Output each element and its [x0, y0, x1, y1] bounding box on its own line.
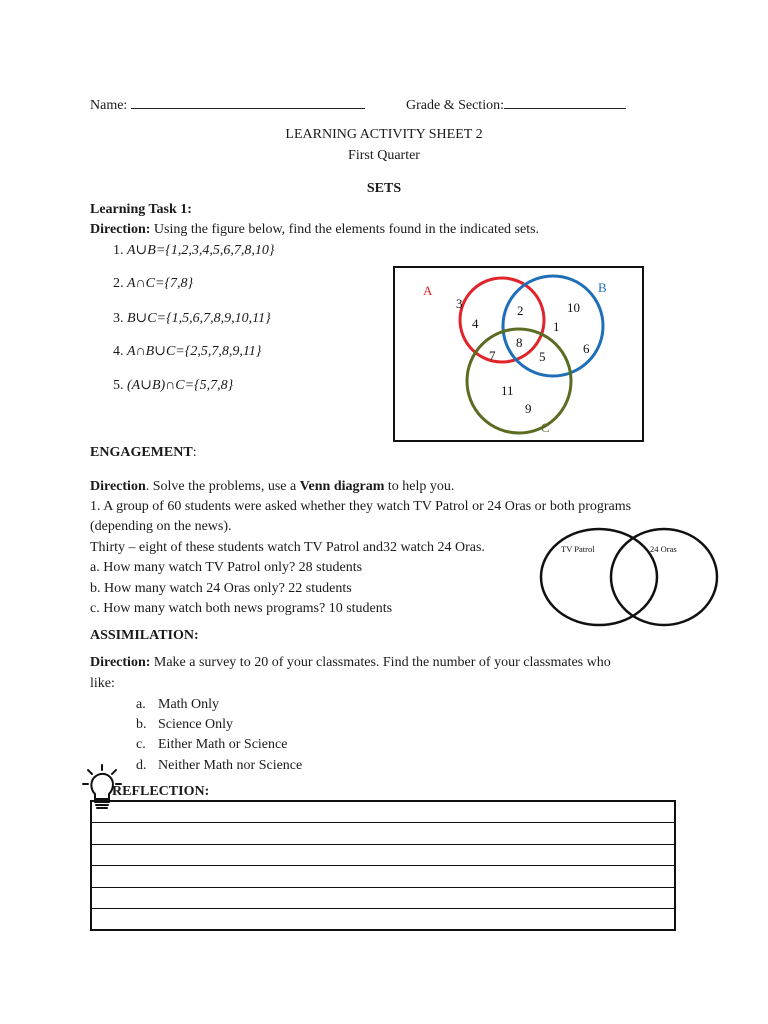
task1-item — [113, 343, 261, 360]
task1-direction — [90, 222, 539, 238]
list-text: Either Math or Science — [158, 737, 288, 752]
assimilation-direction-text: Make a survey to 20 of your classmates. Find the number of your classmates who — [150, 655, 611, 670]
engagement-title: ENGAGEMENT — [90, 445, 193, 460]
set-c-label: C — [541, 420, 550, 435]
assimilation-direction-label: Direction: — [90, 655, 151, 670]
list-item — [136, 758, 302, 774]
set-b-label: B — [598, 280, 607, 295]
set-a-label: A — [423, 283, 433, 298]
name-input-line[interactable] — [131, 94, 365, 109]
problem-text: (depending on the news). — [90, 519, 232, 534]
problem-text: Thirty – eight of these students watch TV Patrol and32 watch 24 Oras. — [90, 540, 485, 555]
venn-diagram-abc — [393, 266, 644, 442]
venn-element: 11 — [501, 383, 514, 398]
venn-element: 4 — [472, 316, 479, 331]
name-field — [90, 94, 365, 114]
tv-patrol-label: TV Patrol — [561, 544, 595, 554]
venn-element: 1 — [553, 319, 560, 334]
engagement-direction-label: Direction — [90, 479, 146, 494]
assimilation-direction-cont: like: — [90, 676, 115, 691]
grade-field — [406, 94, 626, 114]
direction-text: to help you. — [384, 479, 455, 494]
venn-element: 8 — [516, 335, 523, 350]
item-expression: B∪C={1,5,6,7,8,9,10,11} — [127, 311, 271, 326]
venn-element: 5 — [539, 349, 546, 364]
list-text: Math Only — [158, 697, 220, 712]
task1-item — [113, 242, 274, 259]
direction-text: . Solve the problems, use a — [145, 479, 300, 494]
question-a: a. How many watch TV Patrol only? 28 students — [90, 560, 363, 575]
item-expression: A∪B={1,2,3,4,5,6,7,8,10} — [127, 243, 275, 258]
answer-line — [92, 822, 674, 823]
list-letter: b. — [136, 717, 147, 732]
venn-element: 3 — [456, 296, 463, 311]
assimilation-direction — [90, 655, 611, 671]
answer-line — [92, 908, 674, 909]
item-expression: A∩C={7,8} — [127, 276, 194, 291]
item-expression: (A∪B)∩C={5,7,8} — [127, 378, 234, 393]
answer-line — [92, 844, 674, 845]
name-label: Name: — [90, 98, 128, 113]
topic-heading: SETS — [366, 181, 402, 196]
question-c: c. How many watch both news programs? 10 students — [90, 601, 393, 616]
list-item — [136, 737, 287, 753]
task1-item — [113, 276, 193, 292]
task1-item — [113, 310, 271, 327]
venn-element: 7 — [489, 348, 496, 363]
venn-diagram-news — [538, 526, 720, 630]
24-oras-label: 24 Oras — [650, 544, 677, 554]
question-b: b. How many watch 24 Oras only? 22 students — [90, 581, 352, 596]
item-expression: A∩B∪C={2,5,7,8,9,11} — [127, 344, 262, 359]
grade-label: Grade & Section: — [406, 98, 504, 113]
list-letter: c. — [136, 737, 146, 752]
task1-item — [113, 377, 233, 394]
list-letter: a. — [136, 697, 146, 712]
task1-heading: Learning Task 1: — [90, 202, 192, 217]
sheet-subtitle: First Quarter — [348, 148, 420, 163]
list-text: Neither Math nor Science — [158, 758, 303, 773]
direction-emphasis: Venn diagram — [299, 479, 385, 494]
item-number: 2. — [113, 276, 124, 291]
venn-element: 9 — [525, 401, 532, 416]
list-item — [136, 717, 233, 733]
engagement-colon: : — [192, 445, 197, 460]
tv-patrol-circle — [541, 529, 657, 625]
sheet-title: LEARNING ACTIVITY SHEET 2 — [285, 127, 483, 142]
item-number: 3. — [113, 311, 124, 326]
item-number: 5. — [113, 378, 124, 393]
engagement-heading — [90, 445, 197, 461]
list-item — [136, 697, 219, 713]
answer-line — [92, 887, 674, 888]
reflection-answer-box[interactable] — [90, 800, 676, 931]
reflection-heading: REFLECTION: — [112, 784, 210, 799]
venn-element: 10 — [567, 300, 580, 315]
item-number: 1. — [113, 243, 124, 258]
list-text: Science Only — [158, 717, 234, 732]
list-letter: d. — [136, 758, 147, 773]
grade-input-line[interactable] — [504, 94, 626, 109]
engagement-direction — [90, 479, 454, 495]
assimilation-heading: ASSIMILATION: — [90, 628, 199, 643]
answer-line — [92, 865, 674, 866]
task1-direction-label: Direction: — [90, 222, 151, 237]
problem-text: 1. A group of 60 students were asked whether they watch TV Patrol or 24 Oras or both programs — [90, 499, 632, 514]
venn-element: 6 — [583, 341, 590, 356]
task1-direction-text: Using the figure below, find the elements found in the indicated sets. — [150, 222, 540, 237]
item-number: 4. — [113, 344, 124, 359]
venn-element: 2 — [517, 303, 524, 318]
